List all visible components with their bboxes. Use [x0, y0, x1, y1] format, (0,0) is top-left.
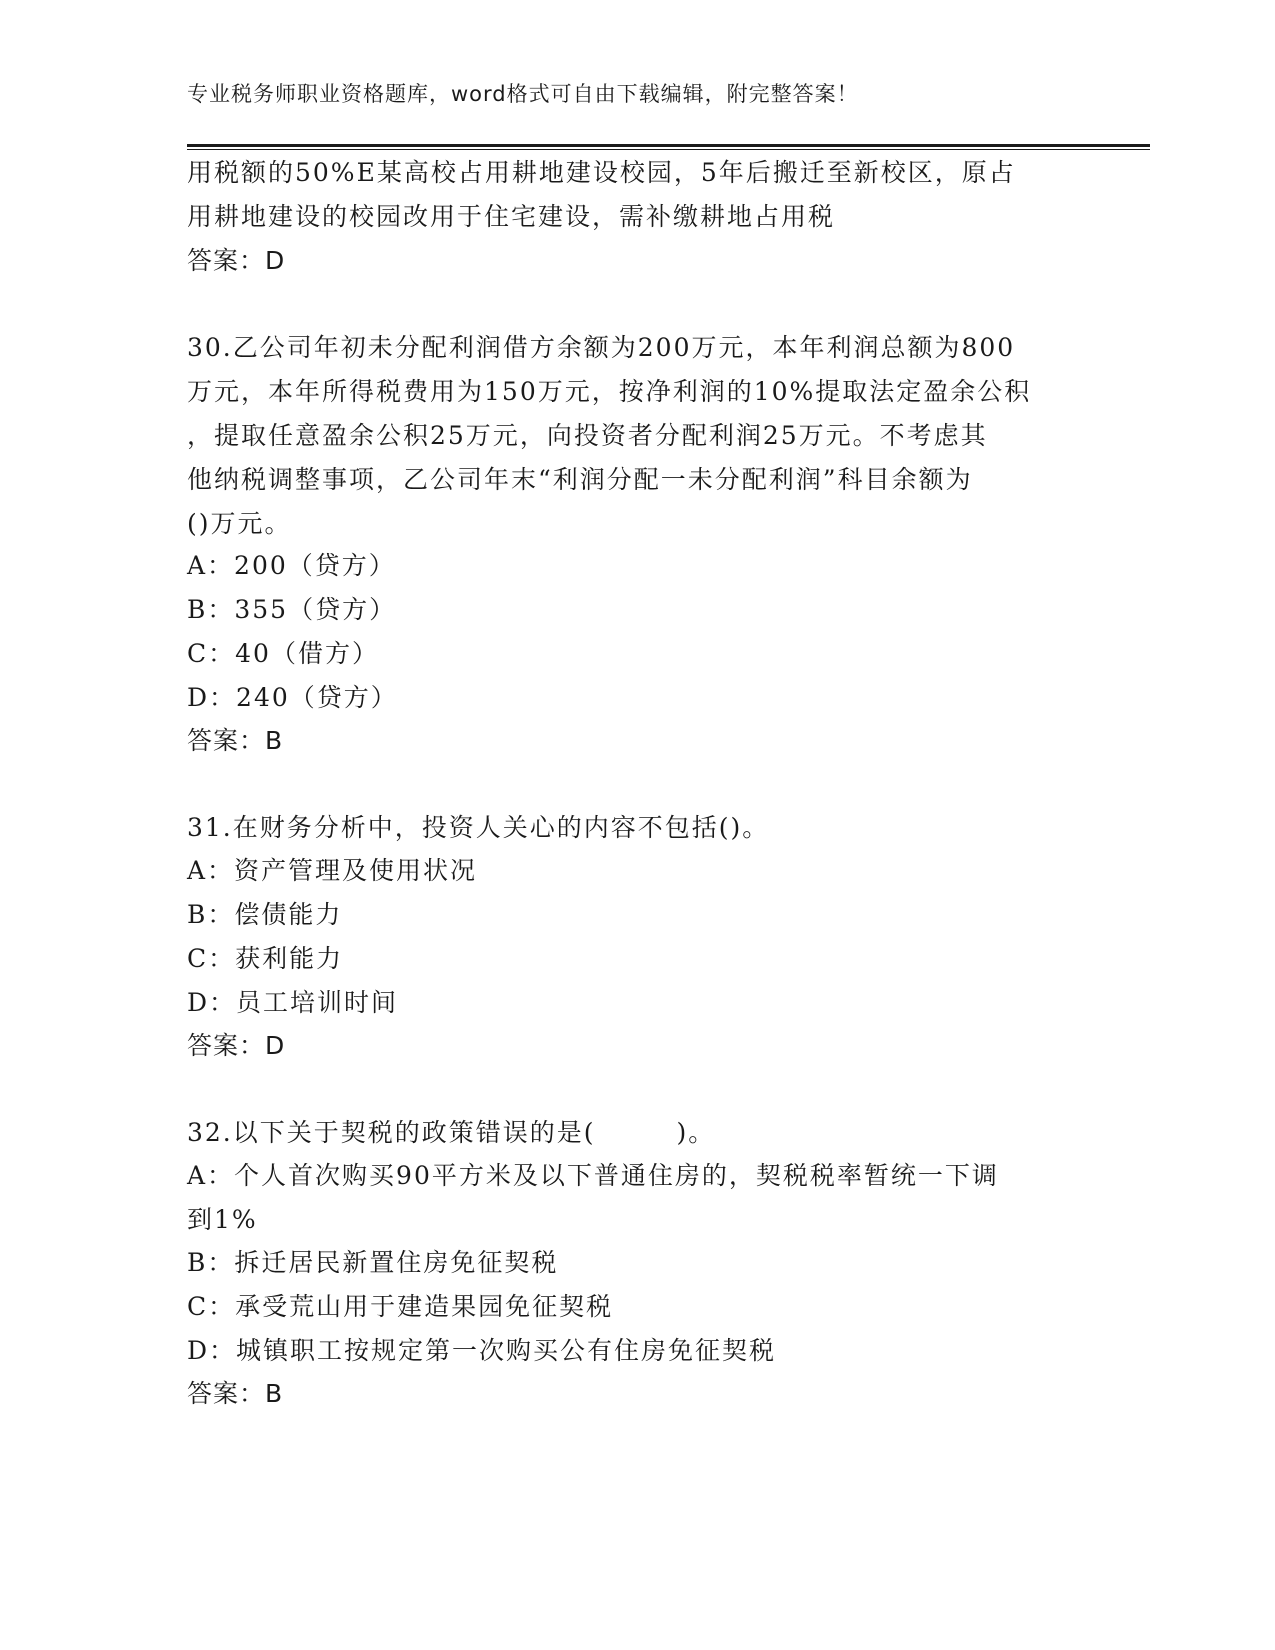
option-b: B：拆迁居民新置住房免征契税: [187, 1248, 559, 1277]
question-text-line: 万元，本年所得税费用为150万元，按净利润的10%提取法定盈余公积: [187, 377, 1032, 406]
question-text-line: 用税额的50%E某高校占用耕地建设校园，5年后搬迁至新校区，原占: [187, 158, 1016, 187]
option-b: B：355（贷方）: [187, 595, 397, 624]
option-d: D：240（贷方）: [187, 683, 398, 712]
answer-line: 答案：B: [187, 726, 284, 755]
option-c: C：承受荒山用于建造果园免征契税: [187, 1292, 614, 1321]
answer-line: 答案：D: [187, 1031, 286, 1060]
question-text-line: 他纳税调整事项，乙公司年末“利润分配一未分配利润”科目余额为: [187, 465, 973, 494]
question-text-line: 用耕地建设的校园改用于住宅建设，需补缴耕地占用税: [187, 202, 836, 231]
option-a-continued: 到1%: [187, 1205, 258, 1234]
header-divider: [187, 144, 1150, 150]
option-a: A：200（贷方）: [187, 551, 396, 580]
question-text-line: 32.以下关于契税的政策错误的是( )。: [187, 1118, 716, 1147]
option-d: D：城镇职工按规定第一次购买公有住房免征契税: [187, 1336, 777, 1365]
question-text-line: ，提取任意盈余公积25万元，向投资者分配利润25万元。不考虑其: [187, 421, 988, 450]
option-d: D：员工培训时间: [187, 988, 399, 1017]
page-header: 专业税务师职业资格题库，word格式可自由下载编辑，附完整答案！: [187, 82, 859, 106]
option-a: A：资产管理及使用状况: [187, 856, 478, 885]
option-c: C：40（借方）: [187, 639, 379, 668]
option-b: B：偿债能力: [187, 900, 343, 929]
question-text-line: 30.乙公司年初未分配利润借方余额为200万元，本年利润总额为800: [187, 333, 1016, 362]
question-text-line: 31.在财务分析中，投资人关心的内容不包括()。: [187, 813, 770, 842]
option-c: C：获利能力: [187, 944, 344, 973]
question-text-line: ()万元。: [187, 509, 292, 538]
answer-line: 答案：D: [187, 246, 286, 275]
option-a: A：个人首次购买90平方米及以下普通住房的，契税税率暂统一下调: [187, 1161, 999, 1190]
answer-line: 答案：B: [187, 1379, 284, 1408]
